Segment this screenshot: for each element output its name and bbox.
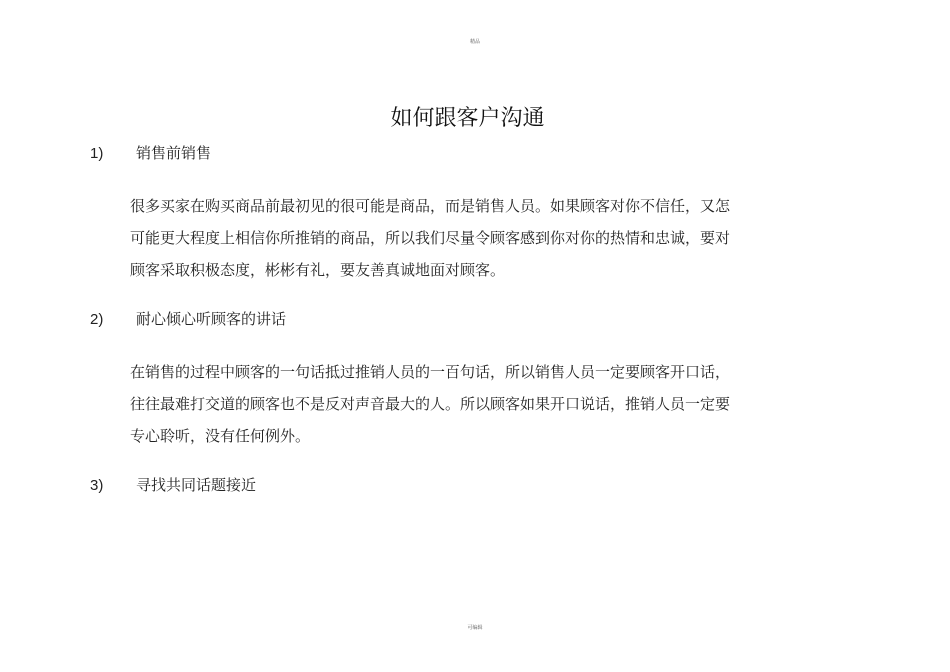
paragraph-line: 顾客采取积极态度，彬彬有礼，要友善真诚地面对顾客。 — [130, 261, 506, 279]
section-title: 耐心倾心听顾客的讲话 — [136, 310, 287, 328]
section-heading-1 — [90, 143, 211, 164]
paragraph-line: 往往最难打交道的顾客也不是反对声音最大的人。所以顾客如果开口说话，推销人员一定要 — [130, 395, 731, 413]
paragraph-line: 专心聆听，没有任何例外。 — [130, 427, 311, 445]
section-title: 寻找共同话题接近 — [136, 476, 257, 494]
section-number: 3) — [90, 477, 104, 494]
paragraph-line: 可能更大程度上相信你所推销的商品，所以我们尽量令顾客感到你对你的热情和忠诚，要对 — [130, 229, 731, 247]
section-2-paragraph — [130, 356, 780, 452]
section-heading-2 — [90, 309, 286, 330]
section-heading-3 — [90, 475, 256, 496]
page-footer: 可编辑 — [467, 625, 483, 631]
section-1-paragraph — [130, 190, 780, 286]
paragraph-line: 在销售的过程中顾客的一句话抵过推销人员的一百句话，所以销售人员一定要顾客开口话， — [130, 363, 731, 381]
document-title: 如何跟客户沟通 — [390, 106, 545, 131]
section-title: 销售前销售 — [136, 144, 212, 162]
section-number: 1) — [90, 145, 104, 162]
section-number: 2) — [90, 311, 104, 328]
paragraph-line: 很多买家在购买商品前最初见的很可能是商品，而是销售人员。如果顾客对你不信任，又怎 — [130, 197, 731, 215]
page-header: 精品 — [469, 39, 480, 45]
